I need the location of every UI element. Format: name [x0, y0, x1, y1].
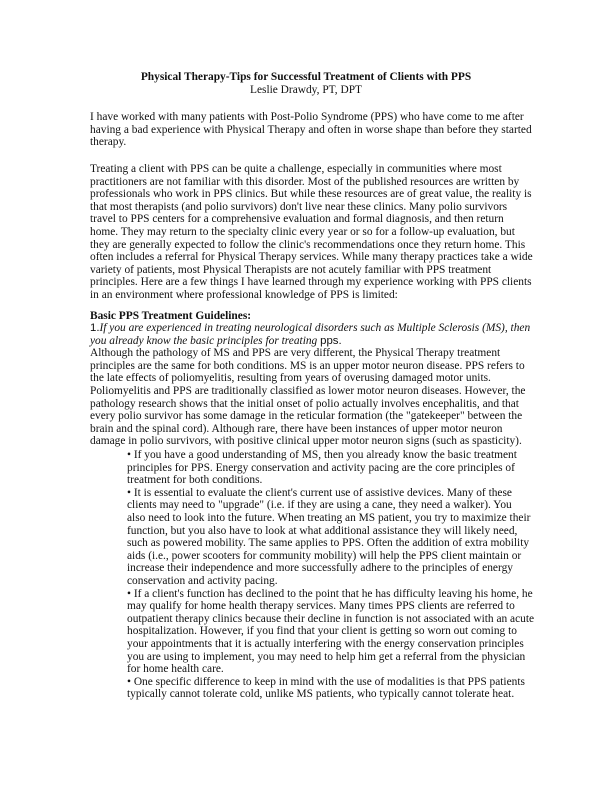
text-line: travel to PPS centers for a comprehensive evaluation and formal diagnosis, and then return [90, 213, 504, 226]
bullet-line: function, but you also have to look at what additional assistance they will likely need, [127, 524, 518, 537]
bullet-line: hospitalization. However, if you find that your client is getting so worn out coming to [127, 625, 517, 638]
guideline-section [90, 322, 530, 448]
point-1-end: pps. [320, 334, 342, 347]
bullet-line: • If a client's function has declined to the point that he has difficulty leaving his home, he [127, 587, 533, 600]
point-1-line [90, 335, 530, 348]
bullet-list [127, 449, 537, 701]
bullet-line: typically cannot tolerate cold, unlike MS patients, who typically cannot tolerate heat. [127, 688, 515, 701]
point-1-line [90, 322, 530, 335]
context-paragraph [90, 163, 533, 302]
bullet-item [127, 676, 537, 701]
text-line: Although the pathology of MS and PPS are very different, the Physical Therapy treatment [90, 347, 501, 360]
text-line: I have worked with many patients with Post-Polio Syndrome (PPS) who have come to me after [90, 111, 524, 123]
text-line: principles are the same for both conditions. MS is an upper motor neuron disease. PPS refers to [90, 359, 525, 372]
bullet-line: for home health care. [127, 663, 224, 676]
bullet-line: • One specific difference to keep in mind with the use of modalities is that PPS patients [127, 675, 525, 688]
text-line: brain and the spinal cord). Although rare, there have been instances of upper motor neuron [90, 422, 503, 435]
text-line: Treating a client with PPS can be quite a challenge, especially in communities where most [90, 163, 502, 175]
text-line: Poliomyelitis and PPS are traditionally classified as lower motor neuron diseases. However, the [90, 384, 526, 397]
text-line: damage in polio survivors, with positive clinical upper motor neuron signs (such as spasticity). [90, 435, 522, 448]
bullet-item [127, 449, 537, 487]
bullet-item [127, 487, 537, 588]
bullet-line: aids (i.e., power scooters for community mobility) will help the PPS client maintain or [127, 549, 522, 562]
bullet-line: • It is essential to evaluate the client's current use of assistive devices. Many of these [127, 486, 512, 499]
bullet-line: your appointments that it is actually interfering with the energy conservation principles [127, 637, 524, 650]
bullet-item [127, 588, 537, 676]
bullet-line: • If you have a good understanding of MS, then you already know the basic treatment [127, 449, 517, 461]
bullet-line: you are using to implement, you may need to help him get a referral from the physician [127, 650, 526, 663]
text-line: often includes a referral for Physical Therapy services. While many therapy practices take a wide [90, 251, 533, 264]
point-number: 1. [90, 322, 100, 334]
bullet-line: conservation and activity pacing. [127, 574, 278, 587]
bullet-line: outpatient therapy clinics because their decline in function is not associated with an acute [127, 612, 535, 625]
bullet-line: treatment for both conditions. [127, 474, 263, 487]
bullet-line: may qualify for home health therapy services. Many times PPS clients are referred to [127, 600, 515, 613]
text-line: the late effects of poliomyelitis, resulting from years of overusing damaged motor units. [90, 372, 491, 385]
point-1-text: If you are experienced in treating neurological disorders such as Multiple Sclerosis (MS), then [99, 322, 531, 334]
text-line: they are generally expected to follow the clinic's recommendations once they return home. This [90, 238, 526, 251]
intro-paragraph [90, 111, 530, 149]
bullet-line: such as powered mobility. The same applies to PPS. Often the addition of extra mobility [127, 537, 530, 550]
point-1-text: you already know the basic principles for treating [90, 334, 321, 347]
text-line: pathology research shows that the initial onset of polio actually involves encephalitis, and that [90, 397, 519, 410]
text-line: having a bad experience with Physical Therapy and often in worse shape than before they started [90, 123, 532, 136]
text-line: therapy. [90, 136, 127, 149]
text-line: principles. Here are a few things I have learned through my experience working with PPS clients [90, 276, 532, 289]
text-line: in an environment where professional knowledge of PPS is limited: [90, 288, 398, 301]
bullet-line: also need to look into the future. When treating an MS patient, you try to maximize their [127, 511, 531, 524]
text-line: every polio survivor has some damage in the reticular formation (the "gatekeeper" between the [90, 410, 523, 423]
text-line: practitioners are not familiar with this disorder. Most of the published resources are written by [90, 175, 520, 188]
bullet-line: clients may need to "upgrade" (i.e. if they are using a cane, they need a walker). You [127, 499, 512, 512]
section-heading: Basic PPS Treatment Guidelines: [90, 310, 252, 322]
text-line: home. They may return to the specialty clinic every year or so for a follow-up evaluation, but [90, 225, 515, 238]
text-line: that most therapists (and polio survivors) don't live near these clinics. Many polio survivors [90, 200, 508, 213]
text-line: variety of patients, most Physical Therapists are not acutely familiar with PPS treatment [90, 263, 492, 276]
bullet-line: increase their independence and more successfully adhere to the principles of energy [127, 562, 513, 575]
author-line: Leslie Drawdy, PT, DPT [250, 84, 362, 96]
text-line: professionals who work in PPS clinics. But while these resources are of great value, the reality is [90, 188, 532, 201]
document-title: Physical Therapy-Tips for Successful Treatment of Clients with PPS [140, 71, 472, 83]
bullet-line: principles for PPS. Energy conservation and activity pacing are the core principles of [127, 461, 515, 474]
